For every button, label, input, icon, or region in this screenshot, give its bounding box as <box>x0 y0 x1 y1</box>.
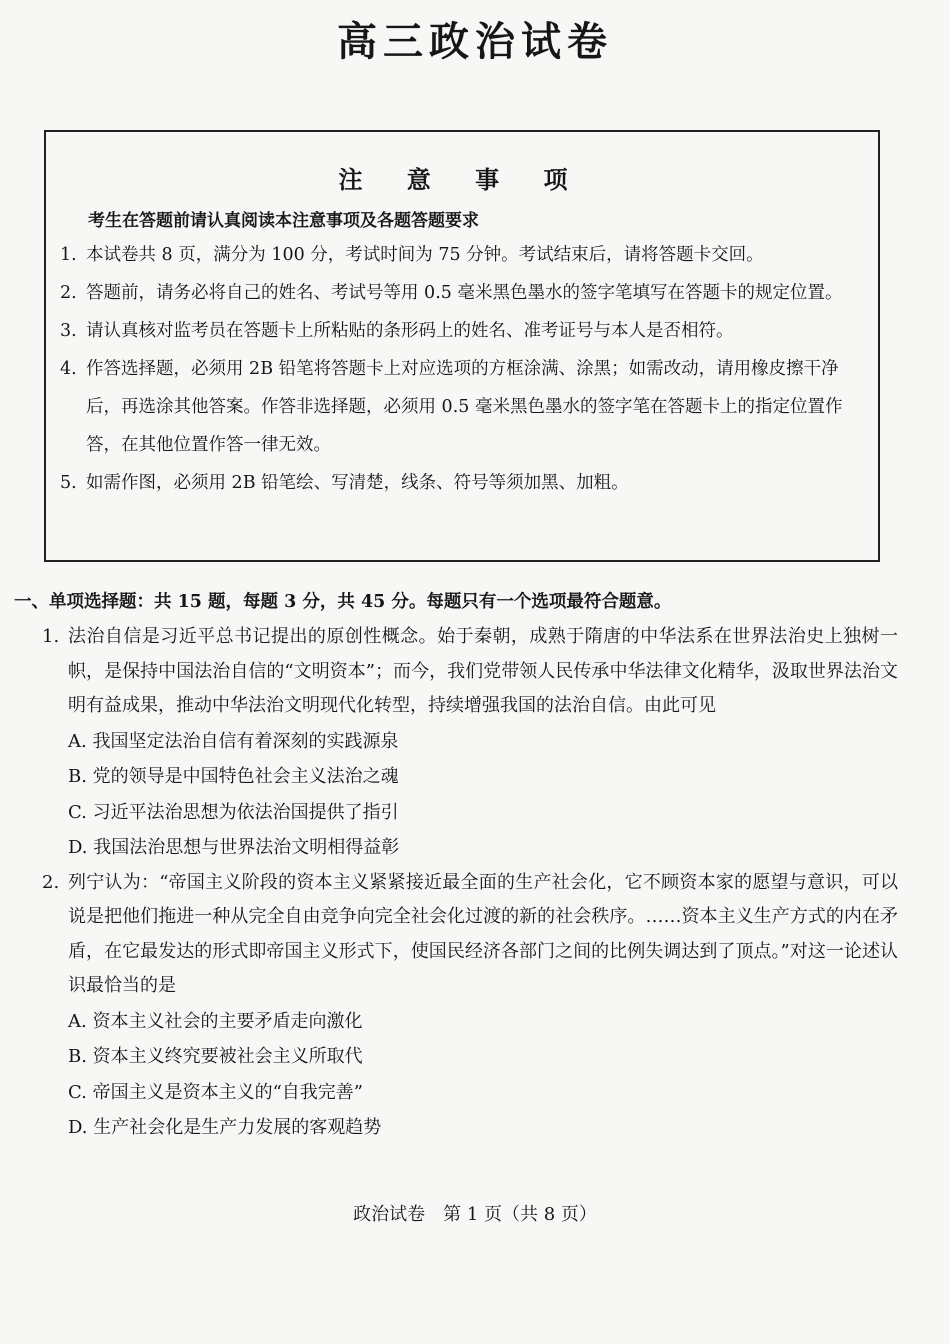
page-footer: 政治试卷 第 1 页（共 8 页） <box>353 1204 597 1225</box>
notice-item <box>60 464 870 502</box>
notice-item <box>60 274 870 312</box>
notice-item-text: 作答选择题，必须用 2B 铅笔将答题卡上对应选项的方框涂满、涂黑；如需改动，请用橡皮擦干净后，再选涂其他答案。作答非选择题，必须用 0.5 毫米黑色墨水的签字笔在答题卡上的指定位置作答，在其他位置作答一律无效。 <box>86 359 843 455</box>
question-number: 1. <box>42 626 60 647</box>
notice-item-text: 答题前，请务必将自己的姓名、考试号等用 0.5 毫米黑色墨水的签字笔填写在答题卡的规定位置。 <box>86 283 843 303</box>
notice-subheading: 考生在答题前请认真阅读本注意事项及各题答题要求 <box>88 211 479 231</box>
notice-item-number: 5. <box>60 473 77 493</box>
section-heading: 一、单项选择题：共 15 题，每题 3 分，共 45 分。每题只有一个选项最符合题意。 <box>14 592 672 612</box>
question-1 <box>0 620 950 866</box>
question-2 <box>0 866 950 1146</box>
notice-item-number: 4. <box>60 359 77 379</box>
notice-item <box>60 312 870 350</box>
option-a: A. 资本主义社会的主要矛盾走向激化 <box>68 1010 363 1032</box>
notice-item <box>60 350 870 464</box>
option-c: C. 帝国主义是资本主义的“自我完善” <box>68 1081 363 1103</box>
notice-box <box>44 130 880 562</box>
notice-item-number: 3. <box>60 321 77 341</box>
question-number: 2. <box>42 871 60 893</box>
option-c: C. 习近平法治思想为依法治国提供了指引 <box>68 801 399 823</box>
question-stem: 列宁认为：“帝国主义阶段的资本主义紧紧接近最全面的生产社会化，它不顾资本家的愿望与意识，可以说是把他们拖进一种从完全自由竞争向完全社会化过渡的新的社会秩序。……资本主义生产方式的内在矛盾，在它最发达的形式即帝国主义形式下，使国民经济各部门之间的比例失调达到了顶点。”对这一论述认识最恰当的是 <box>68 871 898 996</box>
option-b: B. 党的领导是中国特色社会主义法治之魂 <box>68 766 399 787</box>
question-list <box>0 620 950 1146</box>
option-d: D. 我国法治思想与世界法治文明相得益彰 <box>68 837 400 858</box>
notice-item-number: 2. <box>60 283 77 303</box>
notice-item-number: 1. <box>60 245 77 265</box>
notice-item <box>60 236 870 274</box>
option-b: B. 资本主义终究要被社会主义所取代 <box>68 1046 363 1067</box>
notice-heading: 注 意 事 项 <box>338 165 586 194</box>
notice-item-text: 请认真核对监考员在答题卡上所粘贴的条形码上的姓名、准考证号与本人是否相符。 <box>86 321 734 341</box>
notice-item-text: 本试卷共 8 页，满分为 100 分，考试时间为 75 分钟。考试结束后，请将答题卡交回。 <box>86 245 764 265</box>
option-a: A. 我国坚定法治自信有着深刻的实践源泉 <box>68 730 399 752</box>
exam-title: 高三政治试卷 <box>337 18 613 62</box>
question-stem: 法治自信是习近平总书记提出的原创性概念。始于秦朝，成熟于隋唐的中华法系在世界法治史上独树一帜，是保持中国法治自信的“文明资本”；而今，我们党带领人民传承中华法律文化精华，汲取世界法治文明有益成果，推动中华法治文明现代化转型，持续增强我国的法治自信。由此可见 <box>68 626 898 716</box>
notice-item-text: 如需作图，必须用 2B 铅笔绘、写清楚，线条、符号等须加黑、加粗。 <box>86 473 629 493</box>
notice-list <box>60 236 870 502</box>
option-d: D. 生产社会化是生产力发展的客观趋势 <box>68 1117 382 1138</box>
